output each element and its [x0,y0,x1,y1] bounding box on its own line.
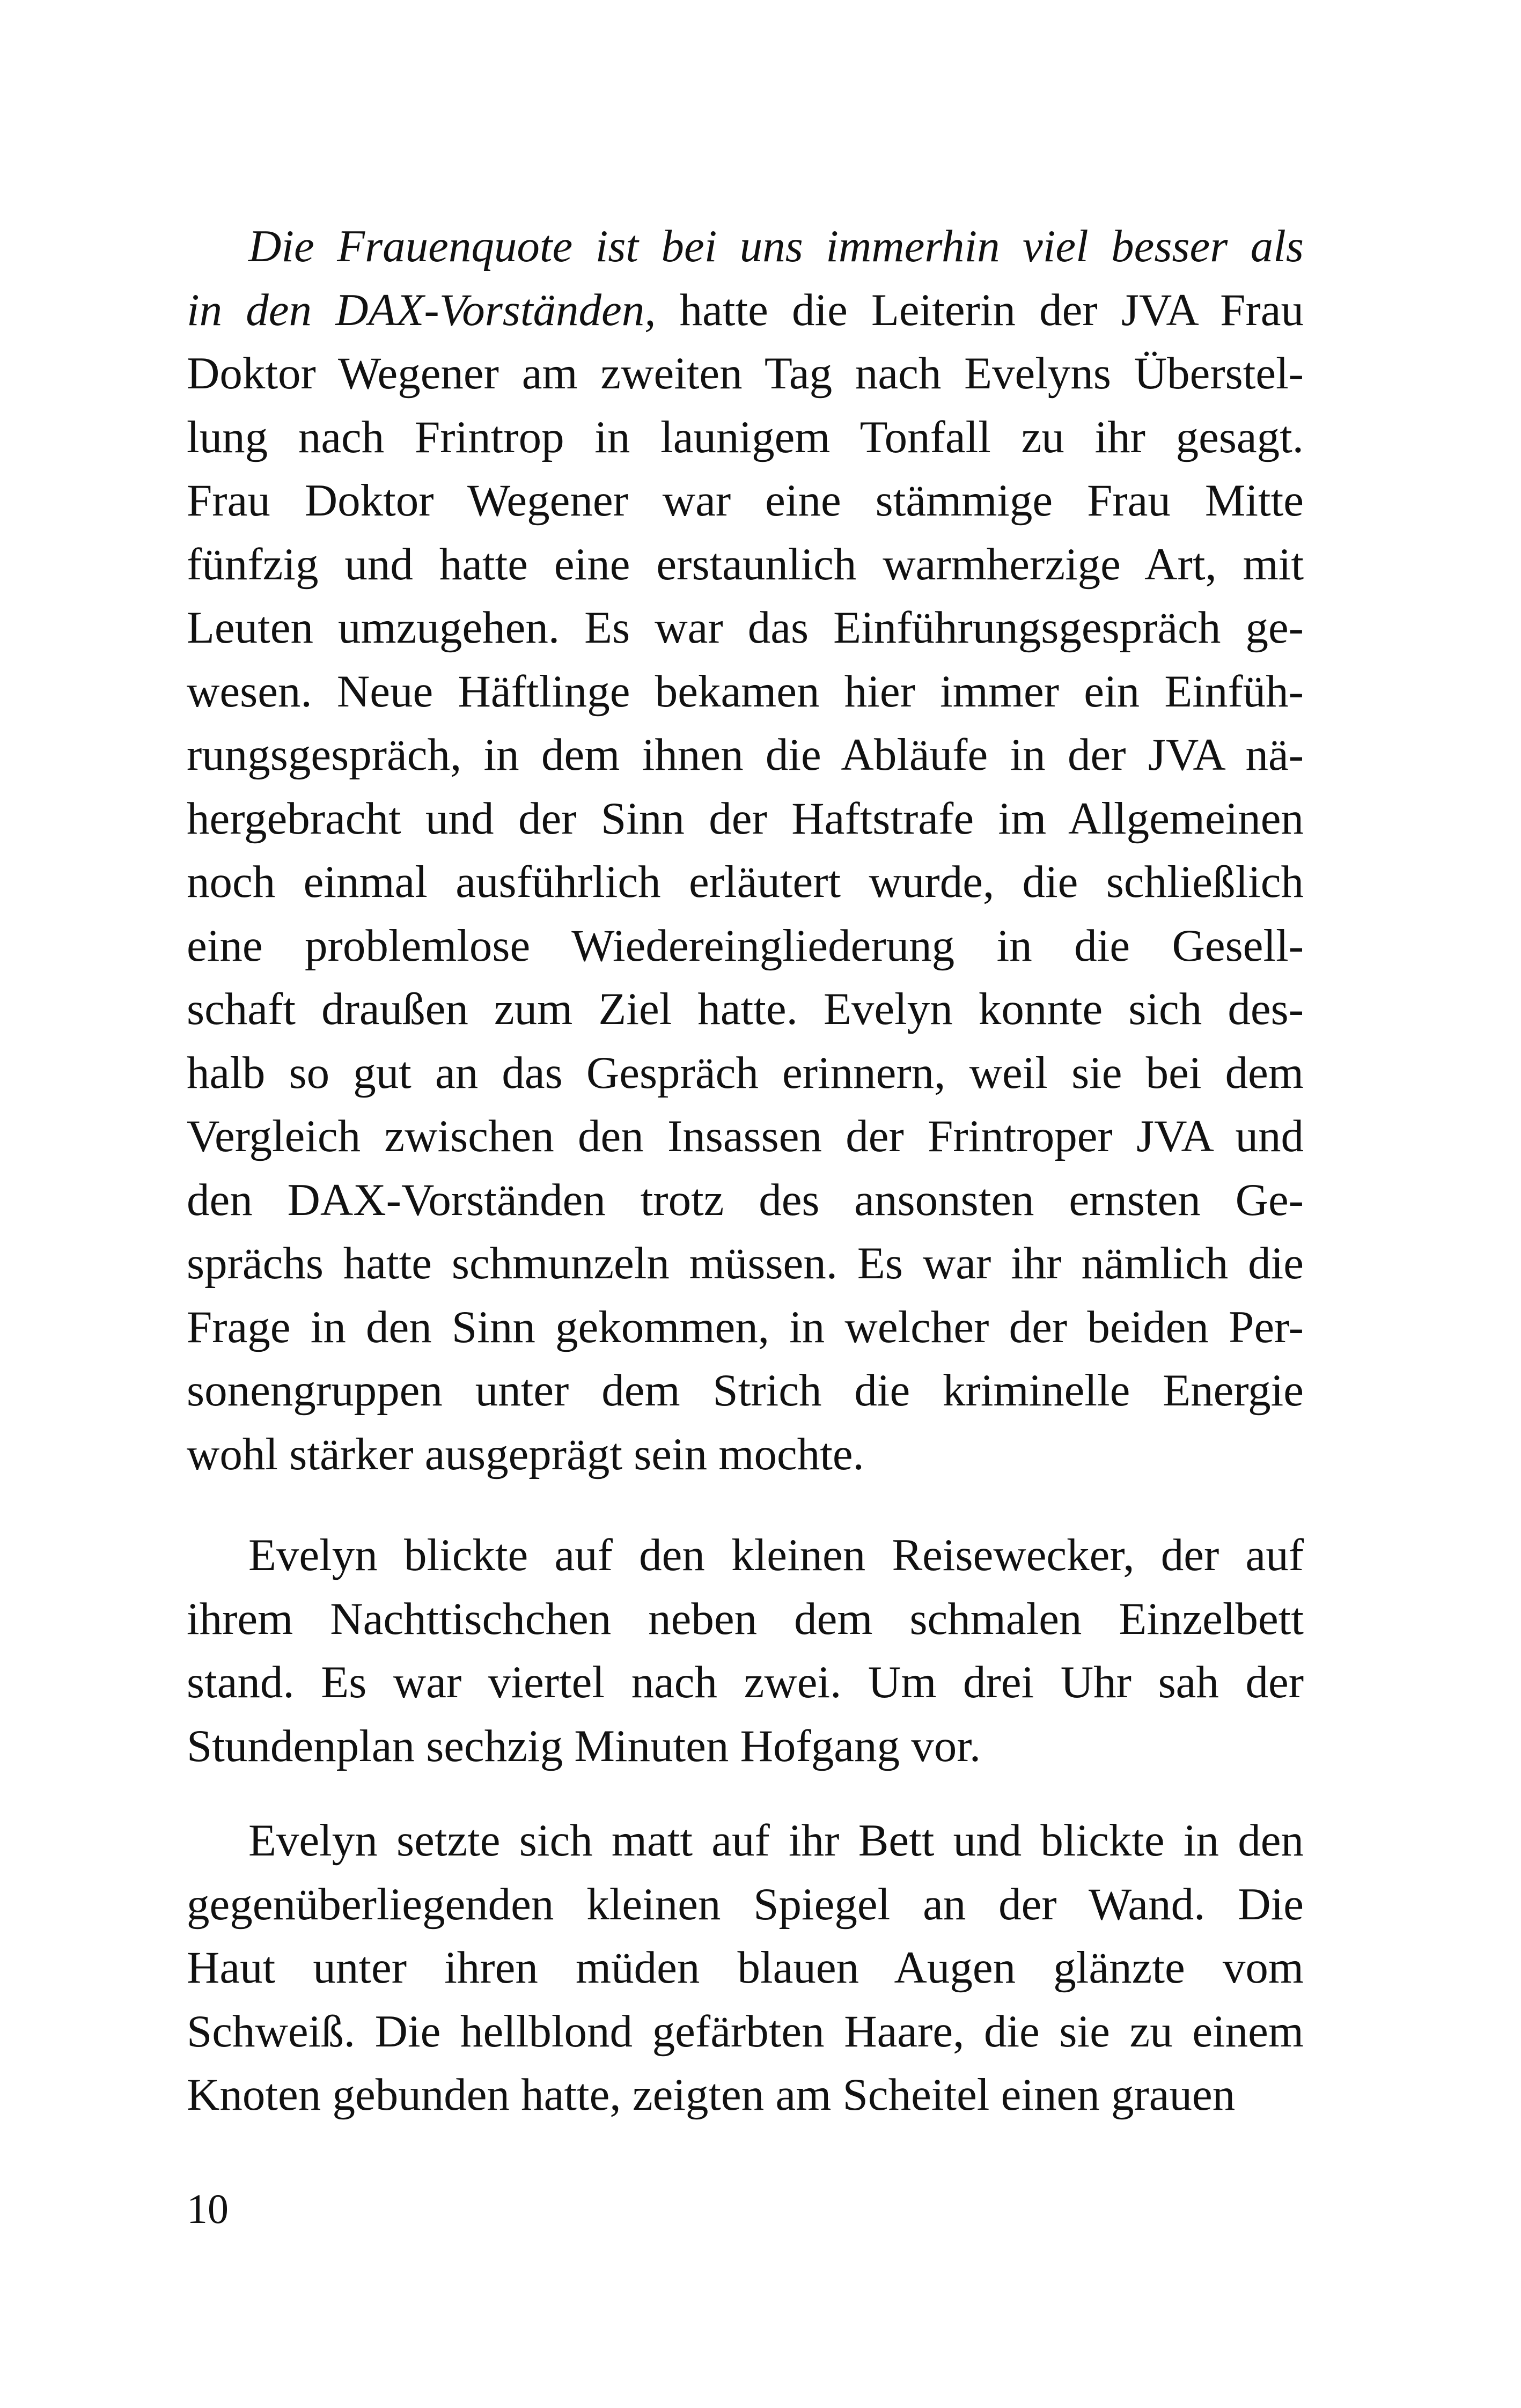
line-text: Frage in den Sinn gekommen, in welcher der beiden Per- [187,1301,1304,1352]
line-text: Doktor Wegener am zweiten Tag nach Evelyns Überstel- [187,348,1304,399]
text-line [187,1809,1304,1873]
text-line [187,1714,1304,1778]
line-text: fünfzig und hatte eine erstaunlich warmherzige Art, mit [187,539,1304,590]
text-line [187,596,1304,660]
line-text: Evelyn setzte sich matt auf ihr Bett und blickte in den [248,1815,1304,1866]
line-text: rungsgespräch, in dem ihnen die Abläufe in der JVA nä- [187,730,1304,780]
text-line [187,1295,1304,1359]
text-line [187,1423,1304,1486]
line-text: lung nach Frintrop in launigem Tonfall zu ihr gesagt. [187,411,1304,462]
line-text: Knoten gebunden hatte, zeigten am Scheitel einen grauen [187,2070,1236,2120]
text-line [187,1936,1304,2000]
text-line [187,215,1304,278]
italic-quote: in den DAX-Vorständen, [187,284,656,335]
line-text: gegenüberliegenden kleinen Spiegel an der Wand. Die [187,1879,1304,1930]
line-text: wohl stärker ausgeprägt sein mochte. [187,1428,864,1479]
line-text: stand. Es war viertel nach zwei. Um drei Uhr sah der [187,1657,1304,1707]
line-text: den DAX-Vorständen trotz des ansonsten ernsten Ge- [187,1174,1304,1225]
line-text: noch einmal ausführlich erläutert wurde, die schließlich [187,857,1304,907]
line-text: hatte die Leiterin der JVA Frau [656,284,1304,335]
italic-quote: Die Frauenquote ist bei uns immerhin viel besser als [248,221,1304,271]
text-line [187,1359,1304,1423]
page-number: 10 [187,2185,229,2232]
text-line [187,1523,1304,1587]
line-text: schaft draußen zum Ziel hatte. Evelyn konnte sich des- [187,984,1304,1034]
text-line [187,787,1304,851]
line-text: eine problemlose Wiedereingliederung in die Gesell- [187,920,1304,971]
text-line [187,1041,1304,1105]
line-text: hergebracht und der Sinn der Haftstrafe im Allgemeinen [187,793,1304,844]
text-line [187,2000,1304,2064]
paragraph-2 [187,1523,1304,1778]
text-line [187,660,1304,724]
line-text: Schweiß. Die hellblond gefärbten Haare, die sie zu einem [187,2006,1304,2057]
text-line [187,469,1304,533]
line-text: ihrem Nachttischchen neben dem schmalen Einzelbett [187,1593,1304,1644]
text-line [187,278,1304,342]
text-line [187,533,1304,597]
text-line [187,342,1304,406]
line-text: sonengruppen unter dem Strich die kriminelle Energie [187,1365,1304,1416]
line-text: Frau Doktor Wegener war eine stämmige Frau Mitte [187,475,1304,526]
paragraph-1 [187,215,1304,1486]
line-text: wesen. Neue Häftlinge bekamen hier immer ein Einfüh- [187,666,1304,717]
line-text: Leuten umzugehen. Es war das Einführungsgespräch ge- [187,602,1304,653]
text-line [187,1232,1304,1295]
text-line [187,914,1304,978]
line-text: halb so gut an das Gespräch erinnern, weil sie bei dem [187,1047,1304,1098]
text-line [187,977,1304,1041]
text-line [187,1587,1304,1651]
text-line [187,2063,1304,2127]
paragraph-3 [187,1809,1304,2127]
line-text: Evelyn blickte auf den kleinen Reisewecker, der auf [248,1530,1304,1580]
text-line [187,1873,1304,1936]
line-text: Stundenplan sechzig Minuten Hofgang vor. [187,1720,981,1771]
text-line [187,406,1304,469]
line-text: Vergleich zwischen den Insassen der Frintroper JVA und [187,1111,1304,1161]
text-line [187,1168,1304,1232]
text-line [187,1651,1304,1714]
line-text: Haut unter ihren müden blauen Augen glänzte vom [187,1942,1304,1993]
text-line [187,1104,1304,1168]
text-line [187,723,1304,787]
line-text: sprächs hatte schmunzeln müssen. Es war ihr nämlich die [187,1238,1304,1288]
text-line [187,850,1304,914]
